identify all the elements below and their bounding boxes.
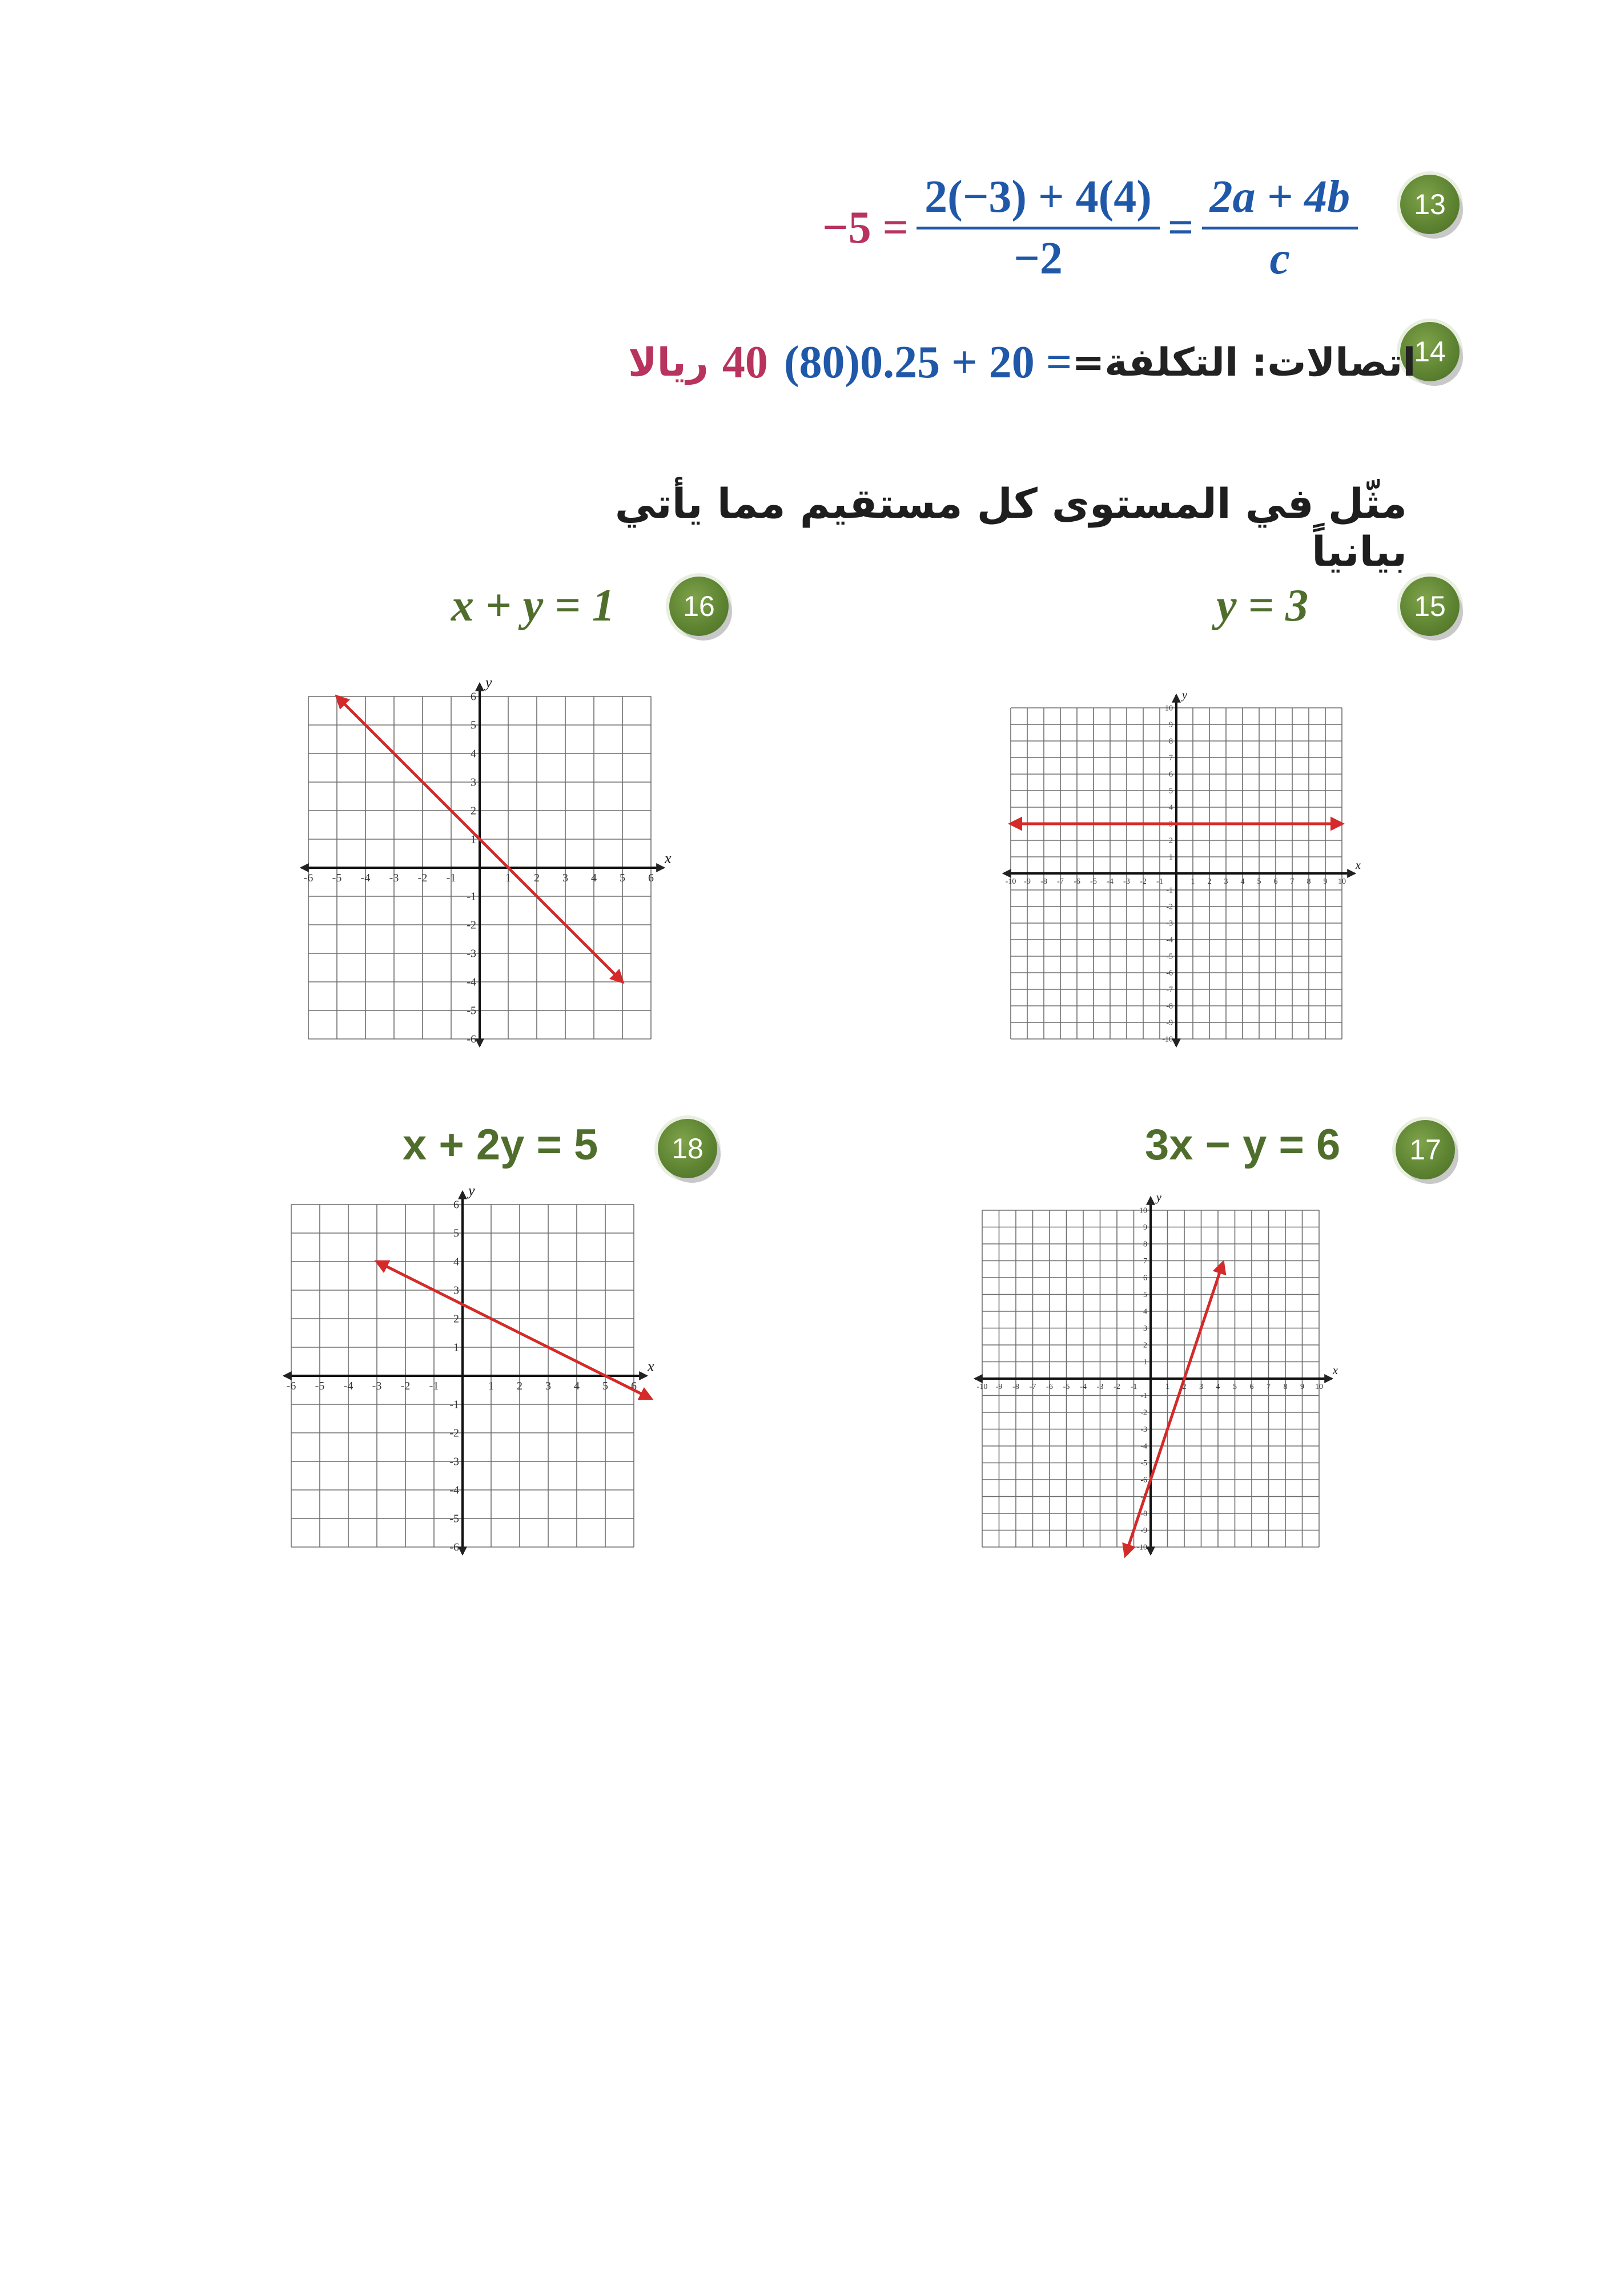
problem-13-number: 13 <box>1414 188 1446 220</box>
graph-15-y-tick-label: -7 <box>1166 985 1173 994</box>
problem-16-equation: x + y = 1 <box>451 581 615 631</box>
graph-17-y-tick-label: -6 <box>1140 1476 1147 1485</box>
graph-16-y-tick-label: 5 <box>471 719 476 732</box>
graph-15-x-tick-label: -4 <box>1107 877 1114 886</box>
problem-15-badge <box>1400 577 1460 636</box>
graph-15-y-label: y <box>1182 689 1187 702</box>
graph-15-y-tick-label: -3 <box>1166 919 1173 928</box>
graph-15-x-tick-label: 1 <box>1191 877 1195 886</box>
graph-17-y-tick-label: 3 <box>1143 1324 1147 1334</box>
graph-17-y-label: y <box>1156 1191 1161 1204</box>
graph-17-x-tick-label: 5 <box>1233 1383 1237 1391</box>
graph-17-x-tick-label: 7 <box>1267 1383 1271 1391</box>
graph-15-y-tick-label: 7 <box>1169 754 1173 763</box>
graph-17-y-tick-label: -1 <box>1140 1392 1147 1401</box>
graph-18-series-line <box>377 1262 651 1399</box>
problem-14-unit: ريالا <box>628 340 709 385</box>
graph-15-x-tick-label: -10 <box>1005 877 1016 886</box>
graph-15-y-tick-label: 5 <box>1169 787 1173 796</box>
graph-16-x-tick-label: 1 <box>505 872 511 884</box>
graph-15-y-tick-label: 2 <box>1169 836 1173 845</box>
graph-15-y-tick-label: -4 <box>1166 936 1173 945</box>
graph-17-x-tick-label: -8 <box>1012 1383 1019 1391</box>
graph-15-y-tick-label: -2 <box>1166 903 1173 912</box>
graph-17-y-tick-label: 7 <box>1143 1257 1147 1266</box>
graph-15-x-tick-label: -9 <box>1024 877 1031 886</box>
graph-15-x-tick-label: -5 <box>1090 877 1097 886</box>
graph-17-x-label: x <box>1333 1364 1338 1377</box>
graph-18-y-tick-label: -4 <box>449 1484 459 1497</box>
graph-17-x-tick-label: -9 <box>995 1383 1003 1391</box>
graph-18-y-tick-label: 4 <box>453 1255 459 1268</box>
graph-16-x-tick-label: -1 <box>446 872 456 884</box>
graph-16-y-tick-label: 3 <box>471 776 476 789</box>
graph-15-y-tick-label: 3 <box>1169 820 1173 829</box>
problem-13-lhs: −5 = <box>822 203 909 253</box>
graph-18-x-label: x <box>648 1358 654 1375</box>
graph-17-x-tick-label: -10 <box>976 1383 988 1391</box>
problem-18-badge <box>658 1119 717 1178</box>
graph-18-y-tick-label: 5 <box>453 1227 459 1240</box>
graph-17-x-tick-label: -3 <box>1096 1383 1104 1391</box>
graph-17-y-tick-label: -5 <box>1140 1459 1147 1468</box>
graph-17-x-tick-label: 3 <box>1199 1383 1203 1391</box>
graph-17-y-tick-label: 6 <box>1143 1274 1147 1283</box>
graph-15-y-tick-label: -9 <box>1166 1018 1173 1028</box>
graph-17-x-tick-label: -7 <box>1029 1383 1036 1391</box>
graph-17-y-tick-label: -4 <box>1140 1442 1147 1451</box>
problem-15-equation: y = 3 <box>1216 581 1309 631</box>
graph-18-y-tick-label: 2 <box>453 1312 459 1326</box>
graph-18-x-tick-label: -2 <box>400 1380 411 1392</box>
graph-17-y-tick-label: -10 <box>1136 1543 1147 1552</box>
graph-18-x-tick-label: 2 <box>517 1380 522 1392</box>
graph-18-y-tick-label: 1 <box>453 1341 459 1354</box>
graph-15-x-tick-label: -3 <box>1123 877 1130 886</box>
graph-16-y-tick-label: -6 <box>467 1033 476 1046</box>
problem-17-equation: 3x − y = 6 <box>1145 1121 1341 1169</box>
graph-15-x-tick-label: 4 <box>1240 877 1245 886</box>
graph-18 <box>274 1182 674 1581</box>
graph-18-y-tick-label: -6 <box>449 1541 459 1554</box>
graph-15-y-tick-label: 8 <box>1169 737 1173 746</box>
graph-17-x-tick-label: -6 <box>1046 1383 1053 1391</box>
graph-17-x-tick-label: -1 <box>1130 1383 1137 1391</box>
graph-16-y-tick-label: -2 <box>467 919 476 932</box>
graph-18-x-tick-label: 4 <box>574 1380 580 1392</box>
problem-13-fraction-1-numerator: 2(−3) + 4(4) <box>916 171 1160 229</box>
problem-13-fraction-1-denominator: −2 <box>1014 233 1063 284</box>
graph-18-y-tick-label: -3 <box>449 1455 459 1468</box>
graph-17-y-tick-label: 5 <box>1143 1291 1147 1300</box>
graph-17-x-tick-label: 6 <box>1249 1383 1254 1391</box>
graph-15-y-tick-label: -10 <box>1162 1035 1173 1044</box>
problem-13-fraction-2 <box>1202 171 1358 285</box>
problem-17-badge <box>1396 1120 1455 1179</box>
graph-17-x-tick-label: 4 <box>1216 1383 1220 1391</box>
graph-15-x-tick-label: 2 <box>1207 877 1212 886</box>
problem-16-number: 16 <box>683 590 715 622</box>
graph-17-y-tick-label: 4 <box>1143 1307 1147 1316</box>
problem-14-expression: (80)0.25 + 20 = <box>783 337 1072 388</box>
graph-18-x-tick-label: 5 <box>602 1380 608 1392</box>
problem-13-fraction-2-numerator: 2a + 4b <box>1202 171 1358 229</box>
graph-16-x-tick-label: 6 <box>648 872 654 884</box>
problem-14-label: اتصالات: التكلفة= <box>1072 340 1416 385</box>
graph-18-y-tick-label: -5 <box>449 1512 459 1525</box>
graph-16-x-tick-label: -3 <box>389 872 399 884</box>
graph-15-y-tick-label: 10 <box>1165 704 1173 713</box>
graph-16-x-label: x <box>665 850 672 867</box>
graph-17-x-tick-label: 10 <box>1315 1383 1323 1391</box>
graph-16-y-tick-label: -4 <box>467 976 476 989</box>
graph-17-y-tick-label: -8 <box>1140 1509 1147 1518</box>
graph-15-x-tick-label: 10 <box>1338 877 1346 886</box>
graph-17-x-tick-label: 8 <box>1283 1383 1288 1391</box>
graph-16 <box>286 674 685 1073</box>
graph-16-x-tick-label: -6 <box>303 872 313 884</box>
graph-15-x-tick-label: -8 <box>1040 877 1047 886</box>
graph-18-x-tick-label: -6 <box>286 1380 296 1392</box>
graph-15-x-tick-label: -7 <box>1057 877 1064 886</box>
problem-13-fraction-1 <box>916 171 1160 285</box>
graph-18-x-tick-label: 6 <box>631 1380 637 1392</box>
graph-15-x-tick-label: 9 <box>1323 877 1328 886</box>
problem-13-equation <box>822 171 1366 285</box>
graph-15-y-tick-label: -8 <box>1166 1002 1173 1011</box>
graph-16-y-tick-label: -3 <box>467 947 476 960</box>
graph-17-y-tick-label: -2 <box>1140 1408 1147 1417</box>
graph-18-x-tick-label: 3 <box>545 1380 551 1392</box>
graph-17-y-tick-label: -7 <box>1140 1493 1147 1502</box>
problem-18-number: 18 <box>672 1133 704 1165</box>
graph-15-x-tick-label: 5 <box>1257 877 1261 886</box>
graph-15-y-tick-label: -5 <box>1166 952 1173 961</box>
graph-16-y-tick-label: 1 <box>471 833 476 846</box>
graph-15-x-tick-label: 3 <box>1224 877 1228 886</box>
graph-16-x-tick-label: -4 <box>360 872 371 884</box>
problem-14-number: 14 <box>1414 336 1446 368</box>
graph-15-y-tick-label: 9 <box>1169 720 1173 730</box>
graph-17-y-tick-label: -3 <box>1140 1425 1147 1435</box>
graph-15-y-tick-label: 4 <box>1169 803 1173 812</box>
graph-15-x-tick-label: 7 <box>1290 877 1295 886</box>
graph-17-y-tick-label: 1 <box>1143 1358 1147 1367</box>
graph-16-x-tick-label: 3 <box>562 872 568 884</box>
graph-18-x-tick-label: 1 <box>488 1380 494 1392</box>
problem-18-equation: x + 2y = 5 <box>403 1121 598 1169</box>
problem-13-fraction-2-denominator: c <box>1269 233 1291 284</box>
problem-15-number: 15 <box>1414 590 1446 622</box>
graph-16-x-tick-label: -5 <box>332 872 342 884</box>
graph-16-y-tick-label: -5 <box>467 1004 476 1017</box>
graph-17-y-tick-label: 8 <box>1143 1240 1147 1249</box>
graph-15-x-tick-label: 6 <box>1273 877 1278 886</box>
graph-17-y-tick-label: 9 <box>1143 1223 1147 1232</box>
problem-14-result: 40 <box>722 337 768 388</box>
graph-18-y-tick-label: 6 <box>453 1198 459 1211</box>
graph-18-y-tick-label: -2 <box>449 1427 459 1440</box>
graph-18-x-tick-label: -1 <box>429 1380 439 1392</box>
graph-16-x-tick-label: -2 <box>417 872 428 884</box>
graph-15-y-tick-label: -6 <box>1166 969 1173 978</box>
graph-15-y-tick-label: 1 <box>1169 853 1173 862</box>
instruction-text: مثّل في المستوى كل مستقيم مما يأتي بيانياً <box>614 480 1407 575</box>
graph-18-y-tick-label: 3 <box>453 1284 459 1297</box>
graph-15-y-tick-label: -1 <box>1166 886 1173 895</box>
graph-15-x-label: x <box>1356 859 1361 872</box>
graph-17-y-tick-label: 2 <box>1143 1341 1147 1350</box>
graph-15-x-tick-label: -6 <box>1074 877 1080 886</box>
problem-16-badge <box>669 577 729 636</box>
graph-15-y-tick-label: 6 <box>1169 770 1173 779</box>
problem-17-number: 17 <box>1409 1134 1441 1166</box>
graph-17-x-tick-label: 2 <box>1182 1383 1187 1391</box>
graph-15-x-tick-label: -2 <box>1140 877 1147 886</box>
problem-14-equation <box>628 331 1416 394</box>
graph-16-y-tick-label: 6 <box>471 690 476 703</box>
graph-15-x-tick-label: -1 <box>1156 877 1163 886</box>
graph-16-y-tick-label: 2 <box>471 804 476 817</box>
graph-17-x-tick-label: 1 <box>1165 1383 1169 1391</box>
graph-17 <box>959 1187 1348 1576</box>
graph-17-x-tick-label: -4 <box>1080 1383 1087 1391</box>
graph-16-y-label: y <box>485 674 492 691</box>
graph-17-y-tick-label: 10 <box>1139 1206 1147 1215</box>
graph-17-x-tick-label: -5 <box>1063 1383 1070 1391</box>
graph-17-y-tick-label: -9 <box>1140 1526 1147 1536</box>
graph-16-x-tick-label: 5 <box>620 872 625 884</box>
graph-16-x-tick-label: 2 <box>534 872 540 884</box>
graph-16-x-tick-label: 4 <box>591 872 597 884</box>
graph-17-x-tick-label: -2 <box>1114 1383 1120 1391</box>
problem-13-badge <box>1400 175 1460 234</box>
graph-15-x-tick-label: 8 <box>1307 877 1311 886</box>
graph-18-x-tick-label: -4 <box>343 1380 353 1392</box>
graph-18-x-tick-label: -5 <box>315 1380 325 1392</box>
graph-16-y-tick-label: -1 <box>467 890 476 903</box>
graph-18-y-tick-label: -1 <box>449 1398 459 1411</box>
graph-15 <box>988 685 1365 1062</box>
graph-16-y-tick-label: 4 <box>471 747 476 760</box>
graph-18-y-label: y <box>468 1182 475 1199</box>
graph-18-x-tick-label: -3 <box>372 1380 382 1392</box>
graph-17-x-tick-label: 9 <box>1300 1383 1304 1391</box>
problem-13-equals: = <box>1167 203 1194 253</box>
